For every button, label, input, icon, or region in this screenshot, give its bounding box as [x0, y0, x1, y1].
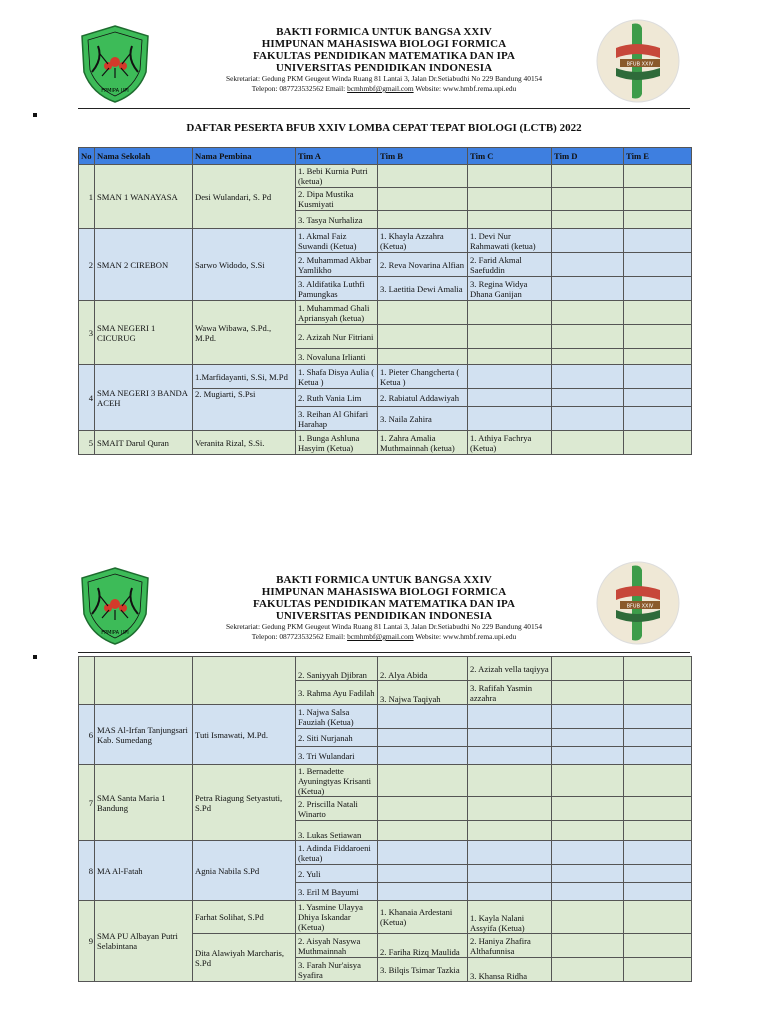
- member-cell: 1. Pieter Changcherta ( Ketua ): [378, 365, 468, 389]
- letterhead-1: [78, 18, 690, 110]
- org-line-2: HIMPUNAN MAHASISWA BIOLOGI FORMICA: [261, 586, 507, 598]
- participants-table-2: [78, 656, 692, 982]
- member-cell: 1. Khanaia Ardestani (Ketua): [378, 901, 468, 934]
- coach-name: Wawa Wibawa, S.Pd., M.Pd.: [193, 301, 296, 365]
- member-cell: 2. Haniya Zhafira Althafunnisa: [468, 934, 552, 958]
- member-cell: 1. Najwa Salsa Fauziah (Ketua): [296, 705, 378, 729]
- member-cell: 3. Lukas Setiawan: [296, 821, 378, 841]
- email-link[interactable]: bcmhmbf@gmail.com: [347, 632, 414, 641]
- table-row: [79, 901, 692, 934]
- col-team-b: Tim B: [378, 148, 468, 165]
- row-number: 8: [79, 841, 95, 901]
- coach-name: Farhat Solihat, S.Pd: [193, 901, 296, 934]
- member-cell: 3. Rafifah Yasmin azzahra: [468, 681, 552, 705]
- member-cell: 3. Bilqis Tsimar Tazkia: [378, 958, 468, 982]
- document-title: DAFTAR PESERTA BFUB XXIV LOMBA CEPAT TEPAT BIOLOGI (LCTB) 2022: [186, 122, 582, 134]
- member-cell: 2. Rabiatul Addawiyah: [378, 389, 468, 407]
- coach-name: Sarwo Widodo, S.Si: [193, 229, 296, 301]
- col-no: No: [79, 148, 95, 165]
- coach-name: Tuti Ismawati, M.Pd.: [193, 705, 296, 765]
- member-cell: 3. Rahma Ayu Fadilah: [296, 681, 378, 705]
- member-cell: 1. Athiya Fachrya (Ketua): [468, 431, 552, 455]
- table-row: [79, 765, 692, 797]
- row-number: 3: [79, 301, 95, 365]
- org-line-3: FAKULTAS PENDIDIKAN MATEMATIKA DAN IPA: [252, 598, 516, 610]
- coach-name: Desi Wulandari, S. Pd: [193, 165, 296, 229]
- header-rule: [78, 108, 690, 109]
- member-cell: 2. Fariha Rizq Maulida: [378, 934, 468, 958]
- address-line: Sekretariat: Gedung PKM Geugeut Winda Ruang 81 Lantai 3, Jalan Dr.Setiabudhi No 229 Bandung 40154: [225, 74, 543, 83]
- table-row: [79, 841, 692, 865]
- address-line: Sekretariat: Gedung PKM Geugeut Winda Ruang 81 Lantai 3, Jalan Dr.Setiabudhi No 229 Bandung 40154: [225, 622, 543, 631]
- member-cell: 2. Azizah vella taqiyya: [468, 657, 552, 681]
- table-row: [79, 229, 692, 253]
- coach-name: 1.Marfidayanti, S.Si, M.Pd: [193, 365, 296, 389]
- school-name: SMA NEGERI 1 CICURUG: [95, 301, 193, 365]
- member-cell: 2. Farid Akmal Saefuddin: [468, 253, 552, 277]
- participants-table-1: [78, 147, 692, 455]
- member-cell: 1. Khayla Azzahra (Ketua): [378, 229, 468, 253]
- bfub-logo-icon: [596, 18, 680, 104]
- letterhead-2: [78, 560, 690, 652]
- bullet: [33, 655, 37, 659]
- member-cell: 2. Aisyah Nasywa Muthmainnah: [296, 934, 378, 958]
- member-cell: 1. Zahra Amalia Muthmainnah (ketua): [378, 431, 468, 455]
- table-row: [79, 365, 692, 389]
- svg-text:FPMIPA UPI: FPMIPA UPI: [101, 88, 129, 94]
- row-number: 4: [79, 365, 95, 431]
- member-cell: 3. Laetitia Dewi Amalia: [378, 277, 468, 301]
- member-cell: 1. Bebi Kurnia Putri (ketua): [296, 165, 378, 188]
- member-cell: 1. Shafa Disya Aulia ( Ketua ): [296, 365, 378, 389]
- coach-name: 2. Mugiarti, S.Psi: [193, 389, 296, 431]
- member-cell: 2. Reva Novarina Alfian: [378, 253, 468, 277]
- member-cell: 2. Priscilla Natali Winarto: [296, 797, 378, 821]
- org-line-4: UNIVERSITAS PENDIDIKAN INDONESIA: [275, 610, 493, 622]
- member-cell: 2. Yuli: [296, 865, 378, 883]
- member-cell: 3. Tasya Nurhaliza: [296, 211, 378, 229]
- org-line-1: BAKTI FORMICA UNTUK BANGSA XXIV: [276, 574, 492, 586]
- school-name: SMAN 1 WANAYASA: [95, 165, 193, 229]
- row-number: 2: [79, 229, 95, 301]
- table-row: [79, 301, 692, 325]
- school-name: SMA PU Albayan Putri Selabintana: [95, 901, 193, 982]
- school-name: SMAN 2 CIREBON: [95, 229, 193, 301]
- member-cell: 3. Najwa Taqiyah: [378, 681, 468, 705]
- svg-text:BFUB XXIV: BFUB XXIV: [626, 603, 654, 610]
- coach-name: Petra Riagung Setyastuti, S.Pd: [193, 765, 296, 841]
- bullet: [33, 113, 37, 117]
- member-cell: 1. Bunga Ashluna Hasyim (Ketua): [296, 431, 378, 455]
- member-cell: 3. Tri Wulandari: [296, 747, 378, 765]
- member-cell: 3. Regina Widya Dhana Ganijan: [468, 277, 552, 301]
- member-cell: 1. Yasmine Ulayya Dhiya Iskandar (Ketua): [296, 901, 378, 934]
- svg-text:FPMIPA UPI: FPMIPA UPI: [101, 630, 129, 636]
- member-cell: 3. Reihan Al Ghifari Harahap: [296, 407, 378, 431]
- member-cell: 3. Aldifatika Luthfi Pamungkas: [296, 277, 378, 301]
- member-cell: 1. Adinda Fiddaroeni (ketua): [296, 841, 378, 865]
- table-row: [79, 431, 692, 455]
- member-cell: 2. Alya Abida: [378, 657, 468, 681]
- member-cell: 3. Eril M Bayumi: [296, 883, 378, 901]
- phone-text: Telepon: 087723532562 Email:: [251, 84, 348, 93]
- col-team-d: Tim D: [552, 148, 624, 165]
- coach-name: Veranita Rizal, S.Si.: [193, 431, 296, 455]
- table-header-row: [79, 148, 692, 165]
- col-coach: Nama Pembina: [193, 148, 296, 165]
- col-team-a: Tim A: [296, 148, 378, 165]
- member-cell: 1. Kayla Nalani Assyifa (Ketua): [468, 901, 552, 934]
- member-cell: 2. Saniyyah Djibran: [296, 657, 378, 681]
- member-cell: 2. Siti Nurjanah: [296, 729, 378, 747]
- coach-name: Agnia Nabila S.Pd: [193, 841, 296, 901]
- member-cell: 2. Azizah Nur Fitriani: [296, 325, 378, 349]
- org-line-3: FAKULTAS PENDIDIKAN MATEMATIKA DAN IPA: [252, 50, 516, 62]
- col-team-c: Tim C: [468, 148, 552, 165]
- phone-text: Telepon: 087723532562 Email:: [251, 632, 348, 641]
- table-row: [79, 165, 692, 188]
- school-name: SMAIT Darul Quran: [95, 431, 193, 455]
- member-cell: 3. Farah Nur'aisya Syafira: [296, 958, 378, 982]
- row-number: 9: [79, 901, 95, 982]
- row-number: 6: [79, 705, 95, 765]
- member-cell: 3. Khansa Ridha: [468, 958, 552, 982]
- org-line-4: UNIVERSITAS PENDIDIKAN INDONESIA: [275, 62, 493, 74]
- member-cell: 3. Naila Zahira: [378, 407, 468, 431]
- row-number: 1: [79, 165, 95, 229]
- row-number: 5: [79, 431, 95, 455]
- header-rule: [78, 652, 690, 653]
- org-line-2: HIMPUNAN MAHASISWA BIOLOGI FORMICA: [261, 38, 507, 50]
- website-text: Website: www.hmbf.rema.upi.edu: [413, 84, 517, 93]
- school-name: SMA Santa Maria 1 Bandung: [95, 765, 193, 841]
- col-team-e: Tim E: [624, 148, 692, 165]
- table-row: [79, 657, 692, 681]
- svg-text:BFUB XXIV: BFUB XXIV: [626, 61, 654, 68]
- member-cell: 2. Dipa Mustika Kusmiyati: [296, 188, 378, 211]
- school-name: SMA NEGERI 3 BANDA ACEH: [95, 365, 193, 431]
- member-cell: 2. Ruth Vania Lim: [296, 389, 378, 407]
- website-text: Website: www.hmbf.rema.upi.edu: [413, 632, 517, 641]
- school-name: MAS Al-Irfan Tanjungsari Kab. Sumedang: [95, 705, 193, 765]
- member-cell: 1. Bernadette Ayuningtyas Krisanti (Ketua): [296, 765, 378, 797]
- member-cell: 3. Novaluna Irlianti: [296, 349, 378, 365]
- member-cell: 1. Devi Nur Rahmawati (ketua): [468, 229, 552, 253]
- bfub-logo-icon: [596, 560, 680, 646]
- school-name: MA Al-Fatah: [95, 841, 193, 901]
- row-number: 7: [79, 765, 95, 841]
- table-row: [79, 705, 692, 729]
- member-cell: 2. Muhammad Akbar Yamlikho: [296, 253, 378, 277]
- member-cell: 1. Akmal Faiz Suwandi (Ketua): [296, 229, 378, 253]
- col-school: Nama Sekolah: [95, 148, 193, 165]
- org-line-1: BAKTI FORMICA UNTUK BANGSA XXIV: [276, 26, 492, 38]
- coach-name: Dita Alawiyah Marcharis, S.Pd: [193, 934, 296, 982]
- member-cell: 1. Muhammad Ghali Apriansyah (ketua): [296, 301, 378, 325]
- email-link[interactable]: bcmhmbf@gmail.com: [347, 84, 414, 93]
